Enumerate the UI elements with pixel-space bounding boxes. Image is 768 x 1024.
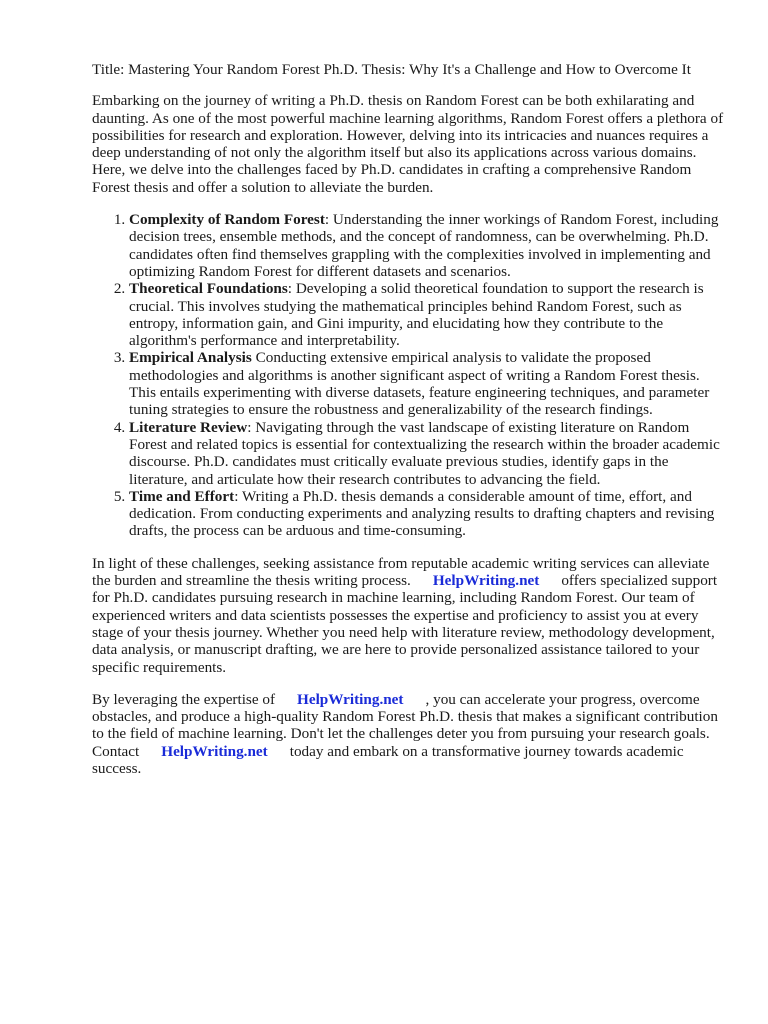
list-item-text: Navigating through the vast landscape of existing literature on Random Forest and related topics is essential for contextualizing the research within the broader academic discourse. Ph.D. candidates must critically evaluate previous studies, identify gaps in the literature, and articulate how their research contributes to advancing the field. [129, 418, 720, 488]
help-paragraph [92, 555, 728, 676]
list-item [129, 280, 728, 349]
help-text-after: offers specialized support for Ph.D. candidates pursuing research in machine learning, including Random Forest. Our team of experienced writers and data scientists possesses the expertise and proficiency to assist you at every stage of your thesis journey. Whether you need help with literature review, methodology development, data analysis, or manuscript drafting, we are here to provide personalized assistance tailored to your specific requirements. [92, 572, 718, 676]
closing-paragraph [92, 691, 728, 777]
list-item-heading: Time and Effort [129, 487, 235, 505]
list-item-heading: Literature Review [129, 418, 248, 436]
helpwriting-link[interactable]: HelpWriting.net [161, 742, 268, 760]
list-item-separator: : [324, 211, 333, 229]
list-item-separator: : [234, 487, 242, 505]
list-item-heading: Empirical Analysis [129, 349, 252, 367]
help-text-before: In light of these challenges, seeking assistance from reputable academic writing services can alleviate the burden and streamline the thesis writing process. [92, 554, 710, 590]
list-item [129, 488, 728, 540]
list-item-heading: Complexity of Random Forest [129, 211, 325, 229]
list-item-heading: Theoretical Foundations [129, 280, 288, 298]
list-item [129, 211, 728, 280]
list-item-text: Writing a Ph.D. thesis demands a considerable amount of time, effort, and dedication. From conducting experiments and analyzing results to drafting chapters and revising drafts, the process can be arduous and time-consuming. [129, 487, 715, 540]
list-item-text: Developing a solid theoretical foundation to support the research is crucial. This involves studying the mathematical principles behind Random Forest, such as entropy, information gain, and Gini impurity, and elucidating how they contribute to the algorithm's performance and interpretability. [129, 280, 704, 350]
challenges-list [92, 211, 728, 540]
document-title: Title: Mastering Your Random Forest Ph.D. Thesis: Why It's a Challenge and How to Overcome It [92, 61, 691, 78]
list-item-separator: : [247, 418, 256, 436]
closing-text-part1: By leveraging the expertise of [92, 690, 276, 708]
helpwriting-link[interactable]: HelpWriting.net [432, 572, 540, 590]
closing-text-part3: today and embark on a transformative journey towards academic success. [92, 742, 684, 777]
intro-paragraph: Embarking on the journey of writing a Ph.D. thesis on Random Forest can be both exhilarating and daunting. As one of the most powerful machine learning algorithms, Random Forest offers a plethora of possibilities for research and exploration. However, delving into its intricacies and nuances requires a deep understanding of not only the algorithm itself but also its applications across various domains. Here, we delve into the challenges faced by Ph.D. candidates in crafting a comprehensive Random Forest thesis and offer a solution to alleviate the burden. [92, 92, 724, 196]
closing-text-part2: , you can accelerate your progress, overcome obstacles, and produce a high-quality Random Forest Ph.D. thesis that makes a significant contribution to the field of machine learning. Don't let the challenges deter you from pursuing your research goals. Contact [92, 690, 718, 760]
helpwriting-link[interactable]: HelpWriting.net [297, 690, 404, 708]
list-item-separator: : [287, 280, 296, 298]
list-item [129, 349, 728, 418]
list-item-text: Conducting extensive empirical analysis to validate the proposed methodologies and algorithms is another significant aspect of writing a Random Forest thesis. This entails experimenting with diverse datasets, feature engineering techniques, and parameter tuning strategies to ensure the robustness and generalizability of the research findings. [129, 349, 710, 419]
list-item [129, 419, 728, 488]
list-item-text: Understanding the inner workings of Random Forest, including decision trees, ensemble methods, and the concept of randomness, can be overwhelming. Ph.D. candidates often find themselves grappling with the complexities involved in implementing and optimizing Random Forest for different datasets and scenarios. [129, 211, 719, 280]
